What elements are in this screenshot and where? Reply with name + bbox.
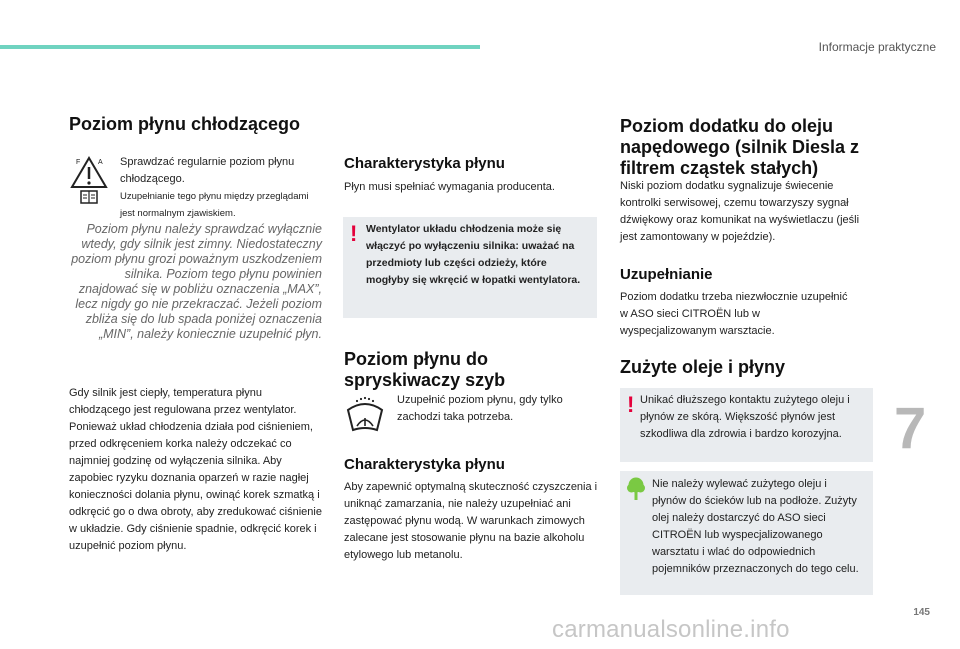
- used-oils-warning-text: Unikać dłuższego kontaktu zużytego oleju i płynów ze skórą. Większość płynów jest szkodliwa dla zdrowia i bardzo korozyjna.: [640, 394, 850, 440]
- warning-mark: !: [627, 392, 635, 417]
- chapter-number: 7: [894, 396, 927, 461]
- coolant-icon-note-small: Uzupełnianie tego płynu między przeglądami jest normalnym zjawiskiem.: [120, 191, 309, 219]
- coolant-italic-note: Poziom płynu należy sprawdzać wyłącznie wtedy, gdy silnik jest zimny. Niedostateczny poziom płynu grozi poważnym uszkodzeniem silnika. Poziom tego płynu powinien znajdować się w pobliżu oznaczenia „MAX”, lecz nigdy go nie przekraczać. Jeżeli poziom zbliża się do lub spada poniżej oznaczenia „MIN”, należy koniecznie uzupełnić płyn.: [71, 222, 322, 341]
- fluid-spec-body: Płyn musi spełniać wymagania producenta.: [344, 181, 555, 193]
- washer-title: Poziom płynu do spryskiwaczy szyb: [344, 349, 506, 390]
- washer-spec-title: Charakterystyka płynu: [344, 456, 505, 473]
- coolant-title: Poziom płynu chłodzącego: [69, 114, 301, 134]
- coolant-icon-note: Sprawdzać regularnie poziom płynu chłodzącego.: [120, 156, 295, 185]
- fluid-spec-title: Charakterystyka płynu: [344, 155, 505, 172]
- coolant-body: Gdy silnik jest ciepły, temperatura płynu chłodzącego jest regulowana przez wentylator. Ponieważ układ chłodzenia działa pod ciśnieniem, przed odkręceniem korka należy odczekać co najmniej godzinę od wyłączenia silnika. Aby zapobiec ryzyku doznania oparzeń w razie nagłej konieczności dolania płynu, owinąć korek szmatką i odkręcić go o dwa obroty, aby zredukować ciśnienie w układzie. Gdy ciśnienie spadnie, odkręcić korek i uzupełnić poziom płynu.: [69, 387, 322, 552]
- refill-body: Poziom dodatku trzeba niezwłocznie uzupełnić w ASO sieci CITROËN lub w wyspecjalizowanym warsztacie.: [620, 291, 848, 337]
- washer-icon-note: Uzupełnić poziom płynu, gdy tylko zachodzi taka potrzeba.: [397, 394, 563, 423]
- warning-mark: !: [350, 221, 358, 246]
- section-label: Informacje praktyczne: [818, 40, 936, 54]
- refill-title: Uzupełnianie: [620, 266, 713, 283]
- used-oils-title: Zużyte oleje i płyny: [620, 357, 786, 377]
- page-number: 145: [913, 607, 930, 618]
- svg-text:F: F: [76, 159, 81, 166]
- coolant-warning-icon: [70, 155, 108, 205]
- washer-spec-body: Aby zapewnić optymalną skuteczność czyszczenia i uniknąć zamarzania, nie należy uzupełniać ani zastępować płynu wodą. W warunkach zimowych zalecane jest stosowanie płynu na bazie alkoholu etylowego lub metanolu.: [344, 481, 598, 561]
- eco-note-text: Nie należy wylewać zużytego oleju i płynów do ścieków lub na podłoże. Zużyty olej należy dostarczyć do ASO sieci CITROËN lub wyspecjalizowanego warsztatu i wlać do odpowiednich pojemników przeznaczonych do tego celu.: [652, 478, 859, 575]
- windscreen-washer-icon: [345, 396, 385, 434]
- fan-warning-text: Wentylator układu chłodzenia może się włączyć po wyłączeniu silnika: uważać na przedmioty lub części odzieży, które mogłyby się wkręcić w łopatki wentylatora.: [366, 223, 581, 286]
- header-accent-bar: [0, 45, 480, 49]
- diesel-additive-body: Niski poziom dodatku sygnalizuje świecenie kontrolki serwisowej, czemu towarzyszy sygnał dźwiękowy oraz komunikat na wyświetlaczu (jeśli jest zamontowany w pojeździe).: [620, 180, 860, 243]
- diesel-additive-title: Poziom dodatku do oleju napędowego (silnik Diesla z filtrem cząstek stałych): [620, 116, 860, 178]
- watermark: carmanualsonline.info: [552, 616, 790, 643]
- eco-tree-icon: [627, 477, 645, 501]
- svg-text:A: A: [98, 159, 103, 166]
